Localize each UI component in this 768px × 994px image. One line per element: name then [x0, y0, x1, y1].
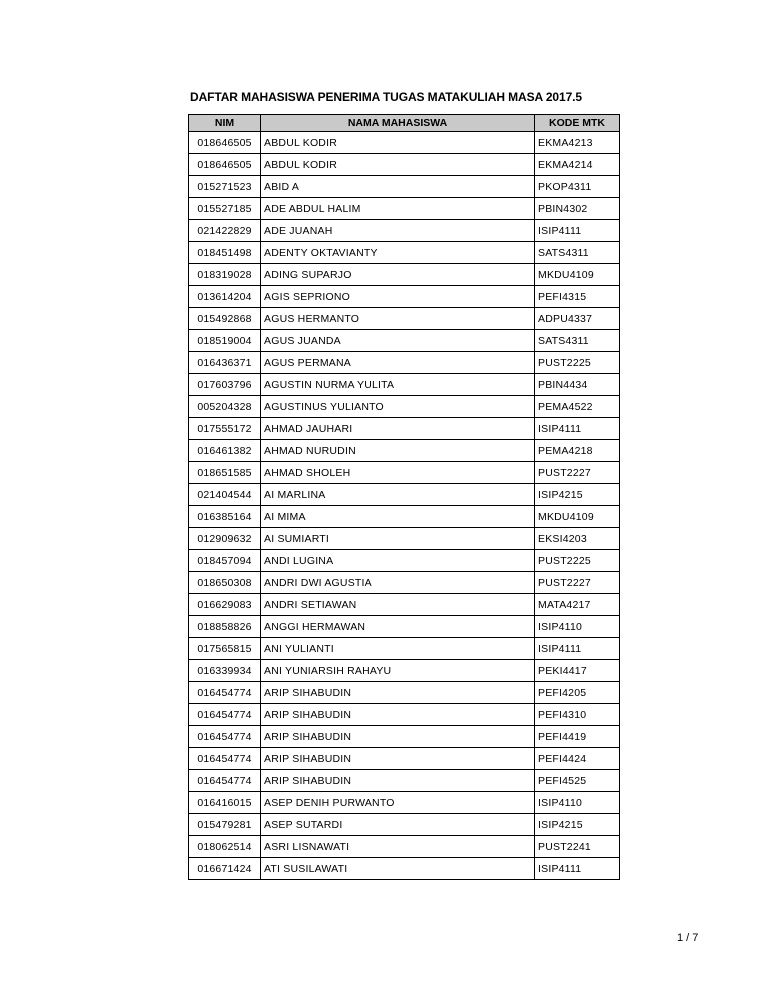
name-cell: ADE JUANAH	[261, 220, 535, 242]
table-row	[189, 132, 620, 154]
nim-cell: 018646505	[189, 132, 261, 154]
name-cell: AI SUMIARTI	[261, 528, 535, 550]
table-row	[189, 198, 620, 220]
name-cell: AGUS JUANDA	[261, 330, 535, 352]
table-row	[189, 506, 620, 528]
table-header-row	[189, 115, 620, 132]
course-code-cell: ISIP4111	[535, 638, 620, 660]
table-row	[189, 792, 620, 814]
name-cell: ARIP SIHABUDIN	[261, 770, 535, 792]
course-code-cell: MKDU4109	[535, 506, 620, 528]
table-row	[189, 286, 620, 308]
table-body	[189, 132, 620, 880]
nim-cell: 016454774	[189, 726, 261, 748]
name-cell: AGIS SEPRIONO	[261, 286, 535, 308]
course-code-cell: PEMA4218	[535, 440, 620, 462]
table-row	[189, 726, 620, 748]
table-row	[189, 330, 620, 352]
name-cell: ASEP SUTARDI	[261, 814, 535, 836]
course-code-cell: PEFI4424	[535, 748, 620, 770]
name-cell: ANGGI HERMAWAN	[261, 616, 535, 638]
nim-cell: 016671424	[189, 858, 261, 880]
nim-cell: 015492868	[189, 308, 261, 330]
name-cell: ADING SUPARJO	[261, 264, 535, 286]
nim-cell: 018451498	[189, 242, 261, 264]
table-row	[189, 748, 620, 770]
table-row	[189, 836, 620, 858]
column-header-nim: NIM	[189, 115, 261, 132]
name-cell: ABDUL KODIR	[261, 132, 535, 154]
nim-cell: 018646505	[189, 154, 261, 176]
table-row	[189, 638, 620, 660]
nim-cell: 017565815	[189, 638, 261, 660]
course-code-cell: PEFI4525	[535, 770, 620, 792]
nim-cell: 015479281	[189, 814, 261, 836]
name-cell: AHMAD SHOLEH	[261, 462, 535, 484]
course-code-cell: PBIN4302	[535, 198, 620, 220]
name-cell: ANI YULIANTI	[261, 638, 535, 660]
course-code-cell: SATS4311	[535, 330, 620, 352]
course-code-cell: PUST2227	[535, 462, 620, 484]
course-code-cell: PBIN4434	[535, 374, 620, 396]
name-cell: ARIP SIHABUDIN	[261, 682, 535, 704]
nim-cell: 016454774	[189, 748, 261, 770]
nim-cell: 018651585	[189, 462, 261, 484]
column-header-nama: NAMA MAHASISWA	[261, 115, 535, 132]
nim-cell: 021404544	[189, 484, 261, 506]
table-row	[189, 858, 620, 880]
nim-cell: 016436371	[189, 352, 261, 374]
name-cell: ABID A	[261, 176, 535, 198]
course-code-cell: ISIP4111	[535, 858, 620, 880]
nim-cell: 018858826	[189, 616, 261, 638]
table-row	[189, 264, 620, 286]
name-cell: ABDUL KODIR	[261, 154, 535, 176]
course-code-cell: PEKI4417	[535, 660, 620, 682]
course-code-cell: PKOP4311	[535, 176, 620, 198]
name-cell: ANI YUNIARSIH RAHAYU	[261, 660, 535, 682]
nim-cell: 005204328	[189, 396, 261, 418]
nim-cell: 016454774	[189, 704, 261, 726]
table-row	[189, 154, 620, 176]
table-row	[189, 594, 620, 616]
course-code-cell: ISIP4110	[535, 616, 620, 638]
course-code-cell: EKMA4213	[535, 132, 620, 154]
nim-cell: 018519004	[189, 330, 261, 352]
table-row	[189, 396, 620, 418]
course-code-cell: PEFI4419	[535, 726, 620, 748]
name-cell: AI MARLINA	[261, 484, 535, 506]
course-code-cell: PEFI4315	[535, 286, 620, 308]
nim-cell: 016416015	[189, 792, 261, 814]
nim-cell: 018062514	[189, 836, 261, 858]
course-code-cell: ISIP4111	[535, 220, 620, 242]
nim-cell: 016454774	[189, 682, 261, 704]
nim-cell: 018650308	[189, 572, 261, 594]
nim-cell: 015527185	[189, 198, 261, 220]
course-code-cell: ISIP4110	[535, 792, 620, 814]
table-row	[189, 572, 620, 594]
nim-cell: 018319028	[189, 264, 261, 286]
table-row	[189, 704, 620, 726]
page-number: 1 / 7	[677, 932, 699, 944]
course-code-cell: MKDU4109	[535, 264, 620, 286]
table-row	[189, 308, 620, 330]
nim-cell: 016339934	[189, 660, 261, 682]
table-row	[189, 374, 620, 396]
nim-cell: 018457094	[189, 550, 261, 572]
course-code-cell: PUST2225	[535, 352, 620, 374]
nim-cell: 016454774	[189, 770, 261, 792]
name-cell: ADE ABDUL HALIM	[261, 198, 535, 220]
name-cell: AGUSTINUS YULIANTO	[261, 396, 535, 418]
table-row	[189, 176, 620, 198]
table-row	[189, 682, 620, 704]
name-cell: ANDRI DWI AGUSTIA	[261, 572, 535, 594]
course-code-cell: PEFI4205	[535, 682, 620, 704]
table-row	[189, 616, 620, 638]
document-title: DAFTAR MAHASISWA PENERIMA TUGAS MATAKULIAH MASA 2017.5	[190, 90, 582, 104]
student-table	[188, 114, 620, 880]
name-cell: ARIP SIHABUDIN	[261, 704, 535, 726]
table-row	[189, 550, 620, 572]
course-code-cell: PEFI4310	[535, 704, 620, 726]
table-row	[189, 814, 620, 836]
table-row	[189, 242, 620, 264]
course-code-cell: PEMA4522	[535, 396, 620, 418]
nim-cell: 021422829	[189, 220, 261, 242]
nim-cell: 017603796	[189, 374, 261, 396]
nim-cell: 016461382	[189, 440, 261, 462]
table-row	[189, 462, 620, 484]
table-row	[189, 770, 620, 792]
name-cell: ASEP DENIH PURWANTO	[261, 792, 535, 814]
table-row	[189, 220, 620, 242]
table-row	[189, 484, 620, 506]
name-cell: AI MIMA	[261, 506, 535, 528]
course-code-cell: SATS4311	[535, 242, 620, 264]
name-cell: ANDI LUGINA	[261, 550, 535, 572]
name-cell: ARIP SIHABUDIN	[261, 726, 535, 748]
course-code-cell: PUST2241	[535, 836, 620, 858]
name-cell: ANDRI SETIAWAN	[261, 594, 535, 616]
table-row	[189, 352, 620, 374]
table-row	[189, 528, 620, 550]
nim-cell: 015271523	[189, 176, 261, 198]
name-cell: ARIP SIHABUDIN	[261, 748, 535, 770]
name-cell: AHMAD NURUDIN	[261, 440, 535, 462]
course-code-cell: PUST2227	[535, 572, 620, 594]
column-header-kode: KODE MTK	[535, 115, 620, 132]
course-code-cell: PUST2225	[535, 550, 620, 572]
name-cell: ASRI LISNAWATI	[261, 836, 535, 858]
table-row	[189, 440, 620, 462]
table-row	[189, 418, 620, 440]
nim-cell: 012909632	[189, 528, 261, 550]
nim-cell: 017555172	[189, 418, 261, 440]
nim-cell: 016385164	[189, 506, 261, 528]
course-code-cell: ISIP4111	[535, 418, 620, 440]
course-code-cell: EKSI4203	[535, 528, 620, 550]
name-cell: ATI SUSILAWATI	[261, 858, 535, 880]
course-code-cell: ADPU4337	[535, 308, 620, 330]
course-code-cell: ISIP4215	[535, 814, 620, 836]
table-row	[189, 660, 620, 682]
name-cell: AGUSTIN NURMA YULITA	[261, 374, 535, 396]
nim-cell: 016629083	[189, 594, 261, 616]
course-code-cell: EKMA4214	[535, 154, 620, 176]
course-code-cell: ISIP4215	[535, 484, 620, 506]
name-cell: AGUS HERMANTO	[261, 308, 535, 330]
course-code-cell: MATA4217	[535, 594, 620, 616]
name-cell: AHMAD JAUHARI	[261, 418, 535, 440]
name-cell: ADENTY OKTAVIANTY	[261, 242, 535, 264]
nim-cell: 013614204	[189, 286, 261, 308]
name-cell: AGUS PERMANA	[261, 352, 535, 374]
